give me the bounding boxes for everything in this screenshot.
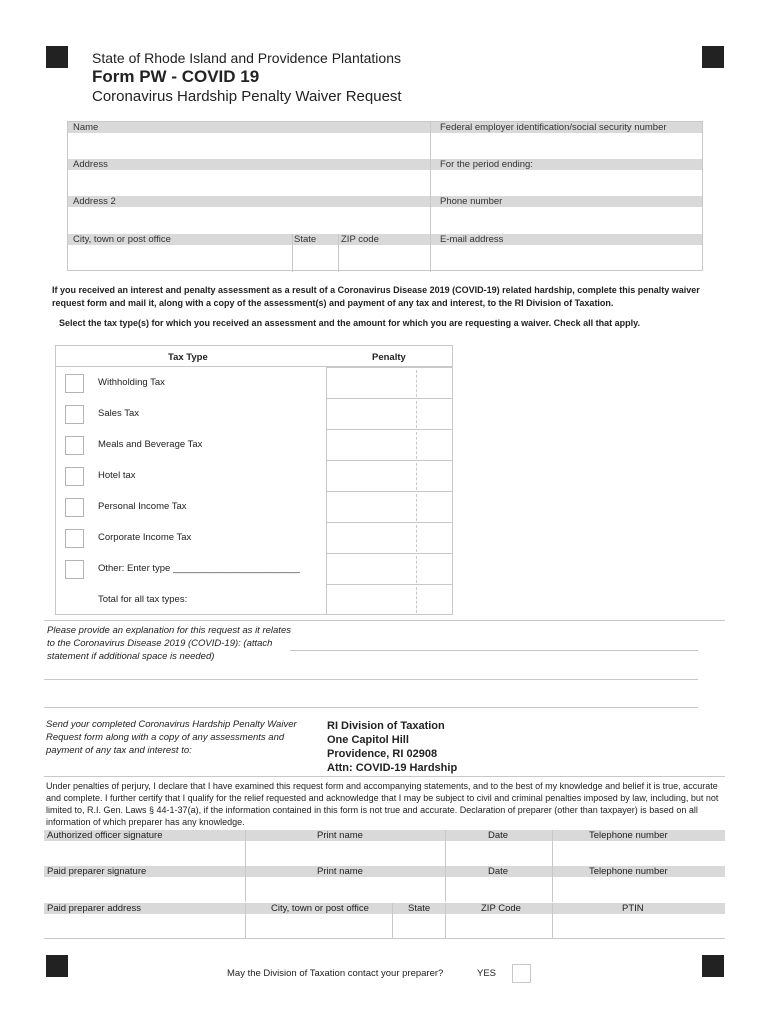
instruction-text: Select the tax type(s) for which you received an assessment and the amount for which you are requesting a waiver. Check all that apply. xyxy=(59,318,641,328)
explanation-line-3[interactable] xyxy=(44,707,698,708)
preparer-print-name-field[interactable] xyxy=(246,877,444,903)
tax-row-corporate-income xyxy=(56,522,452,553)
tax-row-sales xyxy=(56,398,452,429)
preparer-address-field[interactable] xyxy=(44,914,244,938)
explanation-line-1[interactable] xyxy=(290,650,698,651)
preparer-signature-field[interactable] xyxy=(44,877,244,903)
preparer-address-label: Paid preparer address xyxy=(47,903,141,914)
withholding-penalty-field[interactable] xyxy=(326,367,453,398)
total-label: Total for all tax types: xyxy=(98,594,188,605)
meals-checkbox[interactable] xyxy=(65,436,84,455)
telephone-label: Telephone number xyxy=(589,866,668,877)
total-penalty-field[interactable] xyxy=(326,584,453,614)
address2-field[interactable] xyxy=(68,207,430,234)
registration-mark-top-right xyxy=(702,46,724,68)
officer-date-field[interactable] xyxy=(446,841,551,866)
officer-signature-field[interactable] xyxy=(44,841,244,866)
tax-type-table xyxy=(55,345,453,615)
period-field[interactable] xyxy=(431,170,703,196)
officer-telephone-field[interactable] xyxy=(553,841,725,866)
form-subtitle: Coronavirus Hardship Penalty Waiver Request xyxy=(92,88,402,105)
state-field[interactable] xyxy=(293,245,338,272)
ptin-label: PTIN xyxy=(622,903,644,914)
hotel-checkbox[interactable] xyxy=(65,467,84,486)
tax-type-label: Meals and Beverage Tax xyxy=(98,439,203,450)
tax-row-hotel xyxy=(56,460,452,491)
preparer-city-field[interactable] xyxy=(246,914,391,938)
personal-income-penalty-field[interactable] xyxy=(326,491,453,522)
corporate-income-checkbox[interactable] xyxy=(65,529,84,548)
ptin-field[interactable] xyxy=(553,914,725,938)
tax-type-label: Withholding Tax xyxy=(98,377,165,388)
send-instructions: Send your completed Coronavirus Hardship Penalty Waiver Request form along with a copy of any assessments and payment of any tax and interest to: xyxy=(46,719,297,756)
email-field[interactable] xyxy=(431,245,703,272)
preparer-city-label: City, town or post office xyxy=(271,903,369,914)
state-name: State of Rhode Island and Providence Plantations xyxy=(92,50,401,66)
explanation-line-2[interactable] xyxy=(44,679,698,680)
meals-penalty-field[interactable] xyxy=(326,429,453,460)
address2-label: Address 2 xyxy=(73,196,116,207)
form-title: Form PW - COVID 19 xyxy=(92,67,260,86)
fein-label: Federal employer identification/social security number xyxy=(440,122,667,133)
intro-text: If you received an interest and penalty assessment as a result of a Coronavirus Disease 2019 (COVID-19) related hardship, complete this penalty waiver request form and mail it, along with a copy of the assessment(s) and payment of any tax and interest, to the RI Division of Taxation. xyxy=(52,285,700,308)
print-name-label: Print name xyxy=(317,830,363,841)
tax-row-other xyxy=(56,553,452,584)
other-checkbox[interactable] xyxy=(65,560,84,579)
tax-row-meals xyxy=(56,429,452,460)
tax-type-label: Other: Enter type ________________________ xyxy=(98,563,300,574)
name-field[interactable] xyxy=(68,133,430,159)
name-label: Name xyxy=(73,122,99,133)
address-line: RI Division of Taxation xyxy=(327,720,445,732)
preparer-telephone-field[interactable] xyxy=(553,877,725,903)
corporate-income-penalty-field[interactable] xyxy=(326,522,453,553)
preparer-date-field[interactable] xyxy=(446,877,551,903)
personal-income-checkbox[interactable] xyxy=(65,498,84,517)
print-name-label: Print name xyxy=(317,866,363,877)
tax-type-label: Sales Tax xyxy=(98,408,140,419)
phone-label: Phone number xyxy=(440,196,503,207)
preparer-zip-field[interactable] xyxy=(446,914,551,938)
explanation-prompt: Please provide an explanation for this request as it relates to the Coronavirus Disease 2019 (COVID-19): (attach statement if additional space is needed) xyxy=(47,625,291,662)
phone-field[interactable] xyxy=(431,207,703,234)
address-field[interactable] xyxy=(68,170,430,196)
address-label: Address xyxy=(73,159,108,170)
perjury-declaration: Under penalties of perjury, I declare that I have examined this request form and accompanying statements, and to the best of my knowledge and belief it is true, accurate and complete. I further certify that I qualify for the relief requested and acknowledge that I may be subject to civil and criminal penalties imposed by law, including, but not limited to, R.I. Gen. Laws § 44-1-37(a), if the information contained in this form is not true and accurate. Declaration of preparer (other than taxpayer) is based on all information of which preparer has any knowledge. xyxy=(46,781,719,827)
tax-row-personal-income xyxy=(56,491,452,522)
telephone-label: Telephone number xyxy=(589,830,668,841)
address-line: Attn: COVID-19 Hardship xyxy=(327,762,458,774)
address-line: Providence, RI 02908 xyxy=(327,748,438,760)
sales-checkbox[interactable] xyxy=(65,405,84,424)
period-label: For the period ending: xyxy=(440,159,533,170)
tax-type-label: Hotel tax xyxy=(98,470,136,481)
zip-field[interactable] xyxy=(339,245,430,272)
officer-print-name-field[interactable] xyxy=(246,841,444,866)
tax-row-total xyxy=(56,584,452,615)
tax-type-label: Corporate Income Tax xyxy=(98,532,192,543)
sales-penalty-field[interactable] xyxy=(326,398,453,429)
contact-preparer-question: May the Division of Taxation contact your preparer? xyxy=(227,968,444,979)
preparer-state-label: State xyxy=(408,903,431,914)
yes-label: YES xyxy=(477,968,497,979)
withholding-checkbox[interactable] xyxy=(65,374,84,393)
address-line: One Capitol Hill xyxy=(327,734,409,746)
hotel-penalty-field[interactable] xyxy=(326,460,453,491)
taxpayer-info-grid xyxy=(67,121,703,271)
fein-field[interactable] xyxy=(431,133,703,159)
tax-type-label: Personal Income Tax xyxy=(98,501,187,512)
registration-mark-top-left xyxy=(46,46,68,68)
registration-mark-bottom-left xyxy=(46,955,68,977)
state-label: State xyxy=(294,234,317,245)
preparer-zip-label: ZIP Code xyxy=(481,903,521,914)
zip-label: ZIP code xyxy=(341,234,379,245)
email-label: E-mail address xyxy=(440,234,504,245)
city-label: City, town or post office xyxy=(73,234,171,245)
preparer-signature-label: Paid preparer signature xyxy=(47,866,147,877)
other-penalty-field[interactable] xyxy=(326,553,453,584)
tax-row-withholding xyxy=(56,367,452,398)
mailing-address xyxy=(327,719,457,775)
city-field[interactable] xyxy=(68,245,292,272)
officer-signature-label: Authorized officer signature xyxy=(47,830,163,841)
registration-mark-bottom-right xyxy=(702,955,724,977)
preparer-state-field[interactable] xyxy=(393,914,444,938)
penalty-header: Penalty xyxy=(372,352,406,363)
date-label: Date xyxy=(488,866,509,877)
contact-preparer-yes-checkbox[interactable] xyxy=(512,964,531,983)
tax-type-header: Tax Type xyxy=(168,352,208,363)
signature-table xyxy=(44,828,725,939)
date-label: Date xyxy=(488,830,509,841)
